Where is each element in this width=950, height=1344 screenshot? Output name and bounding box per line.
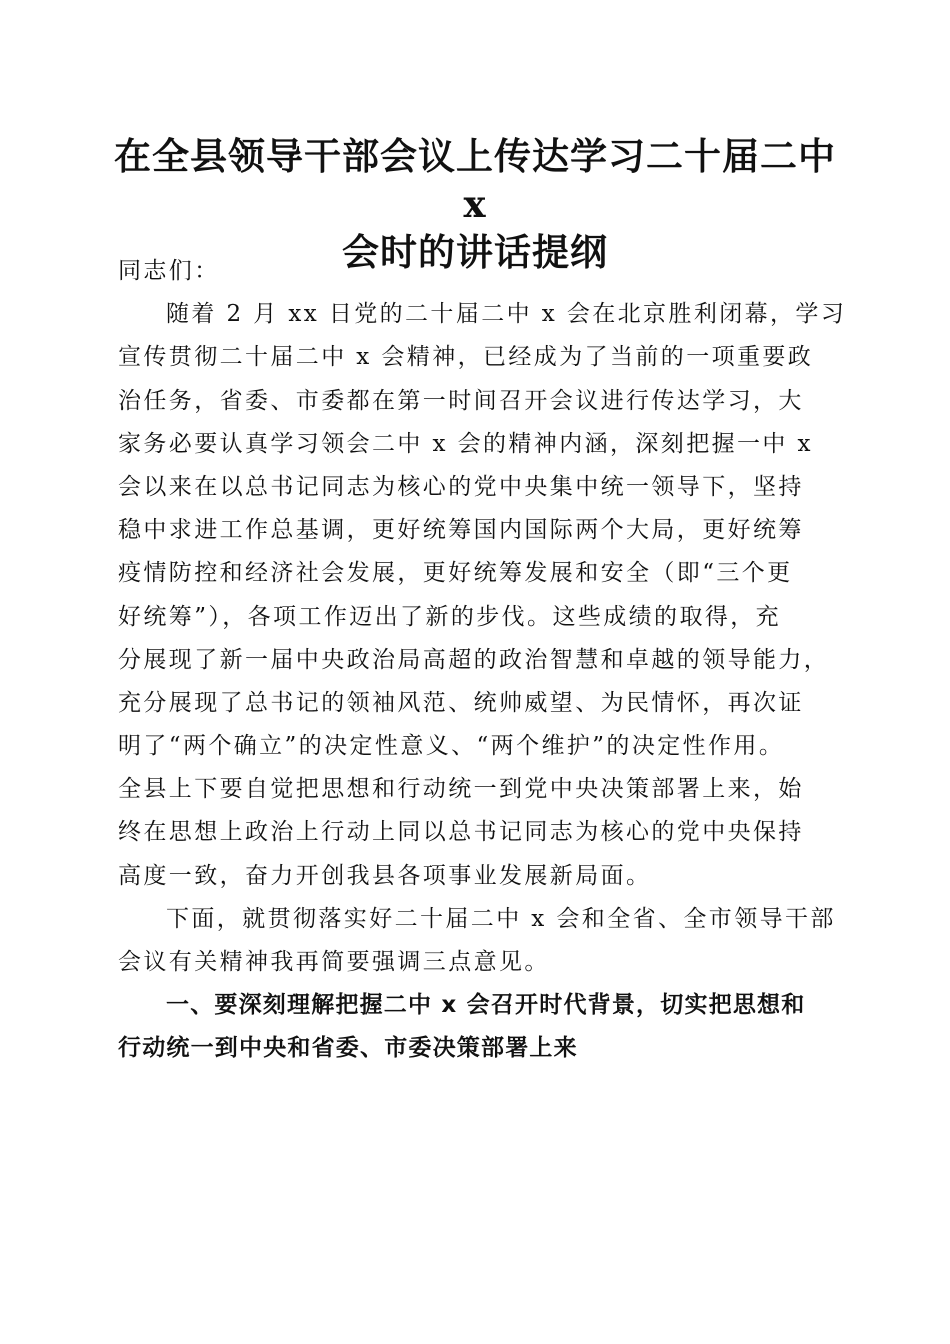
paragraph-line: 全县上下要自觉把思想和行动统一到党中央决策部署上来，始	[118, 776, 804, 803]
salutation: 同志们：	[118, 258, 220, 284]
paragraph-line: 治任务，省委、市委都在第一时间召开会议进行传达学习，大	[118, 387, 804, 414]
title-line: 会时的讲话提纲	[342, 230, 608, 274]
paragraph-line: 分展现了新一届中央政治局高超的政治智慧和卓越的领导能力，	[118, 646, 830, 673]
section-1-heading	[118, 984, 830, 1070]
paragraph-line: 稳中求进工作总基调，更好统筹国内国际两个大局，更好统筹	[118, 517, 804, 544]
paragraph-line: 家务必要认真学习领会二中 x 会的精神内涵，深刻把握一中 x	[118, 430, 813, 457]
document-body	[118, 250, 847, 1071]
paragraph-1	[118, 293, 847, 898]
title-line: 在全县领导干部会议上传达学习二十届二中 x	[114, 134, 836, 226]
paragraph-line: 明了“两个确立”的决定性意义、“两个维护”的决定性作用。	[118, 733, 785, 760]
heading-line: 一、要深刻理解把握二中 x 会召开时代背景，切实把思想和	[166, 992, 806, 1019]
paragraph-line: 下面，就贯彻落实好二十届二中 x 会和全省、全市领导干部	[166, 905, 836, 932]
paragraph-line: 会议有关精神我再简要强调三点意见。	[118, 949, 550, 975]
paragraph-line: 高度一致，奋力开创我县各项事业发展新局面。	[118, 862, 652, 889]
paragraph-line: 随着 2 月 xx 日党的二十届二中 x 会在北京胜利闭幕，学习	[166, 301, 847, 328]
paragraph-line: 终在思想上政治上行动上同以总书记同志为核心的党中央保持	[118, 819, 804, 846]
paragraph-line: 疫情防控和经济社会发展，更好统筹发展和安全（即“三个更	[118, 560, 793, 587]
paragraph-line: 会以来在以总书记同志为核心的党中央集中统一领导下，坚持	[118, 473, 804, 500]
heading-line: 行动统一到中央和省委、市委决策部署上来	[118, 1035, 578, 1062]
paragraph-line: 好统筹”），各项工作迈出了新的步伐。这些成绩的取得，充	[118, 603, 782, 630]
paragraph-line: 充分展现了总书记的领袖风范、统帅威望、为民情怀，再次证	[118, 689, 804, 716]
paragraph-2	[118, 898, 836, 984]
paragraph-line: 宣传贯彻二十届二中 x 会精神，已经成为了当前的一项重要政	[118, 344, 814, 371]
